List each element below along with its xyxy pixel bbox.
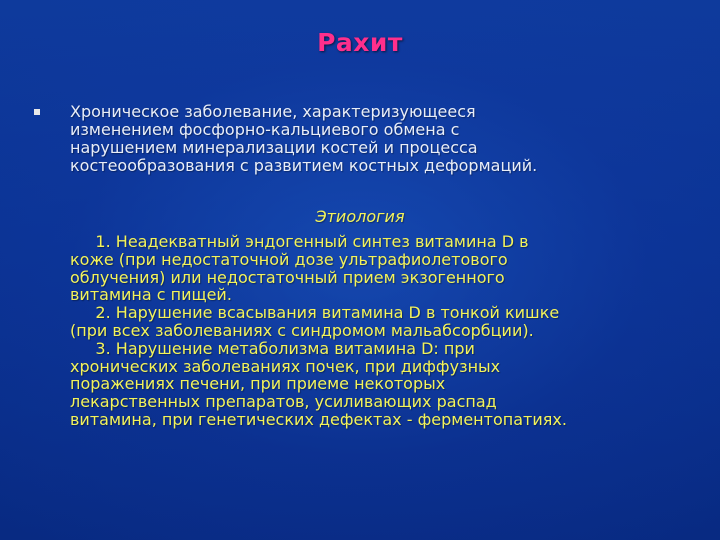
etiology-line: витамина, при генетических дефектах - ферментопатиях.	[70, 409, 567, 429]
definition-line: костеообразования с развитием костных деформаций.	[70, 156, 538, 175]
etiology-text	[70, 233, 710, 429]
etiology-line: (при всех заболеваниях с синдромом мальабсорбции).	[70, 320, 534, 340]
etiology-line: коже (при недостаточной дозе ультрафиолетового	[70, 249, 508, 269]
definition-line: нарушением минерализации костей и процесса	[70, 138, 478, 157]
definition-text	[70, 103, 690, 175]
square-bullet-icon	[34, 109, 40, 115]
etiology-line: хронических заболеваниях почек, при диффузных	[70, 356, 501, 376]
slide-title: Рахит	[317, 28, 403, 57]
etiology-line: 2. Нарушение всасывания витамина D в тонкой кишке	[70, 303, 560, 323]
etiology-line: поражениях печени, при приеме некоторых	[70, 374, 446, 394]
etiology-line: лекарственных препаратов, усиливающих распад	[70, 392, 497, 412]
etiology-line: 3. Нарушение метаболизма витамина D: при	[70, 338, 475, 358]
etiology-line: витамина с пищей.	[70, 285, 232, 305]
etiology-line: облучения) или недостаточный прием экзогенного	[70, 267, 505, 287]
etiology-heading: Этиология	[315, 207, 405, 226]
etiology-line: 1. Неадекватный эндогенный синтез витамина D в	[70, 232, 529, 251]
definition-line: изменением фосфорно-кальциевого обмена с	[70, 120, 460, 139]
definition-line: Хроническое заболевание, характеризующееся	[70, 102, 476, 121]
